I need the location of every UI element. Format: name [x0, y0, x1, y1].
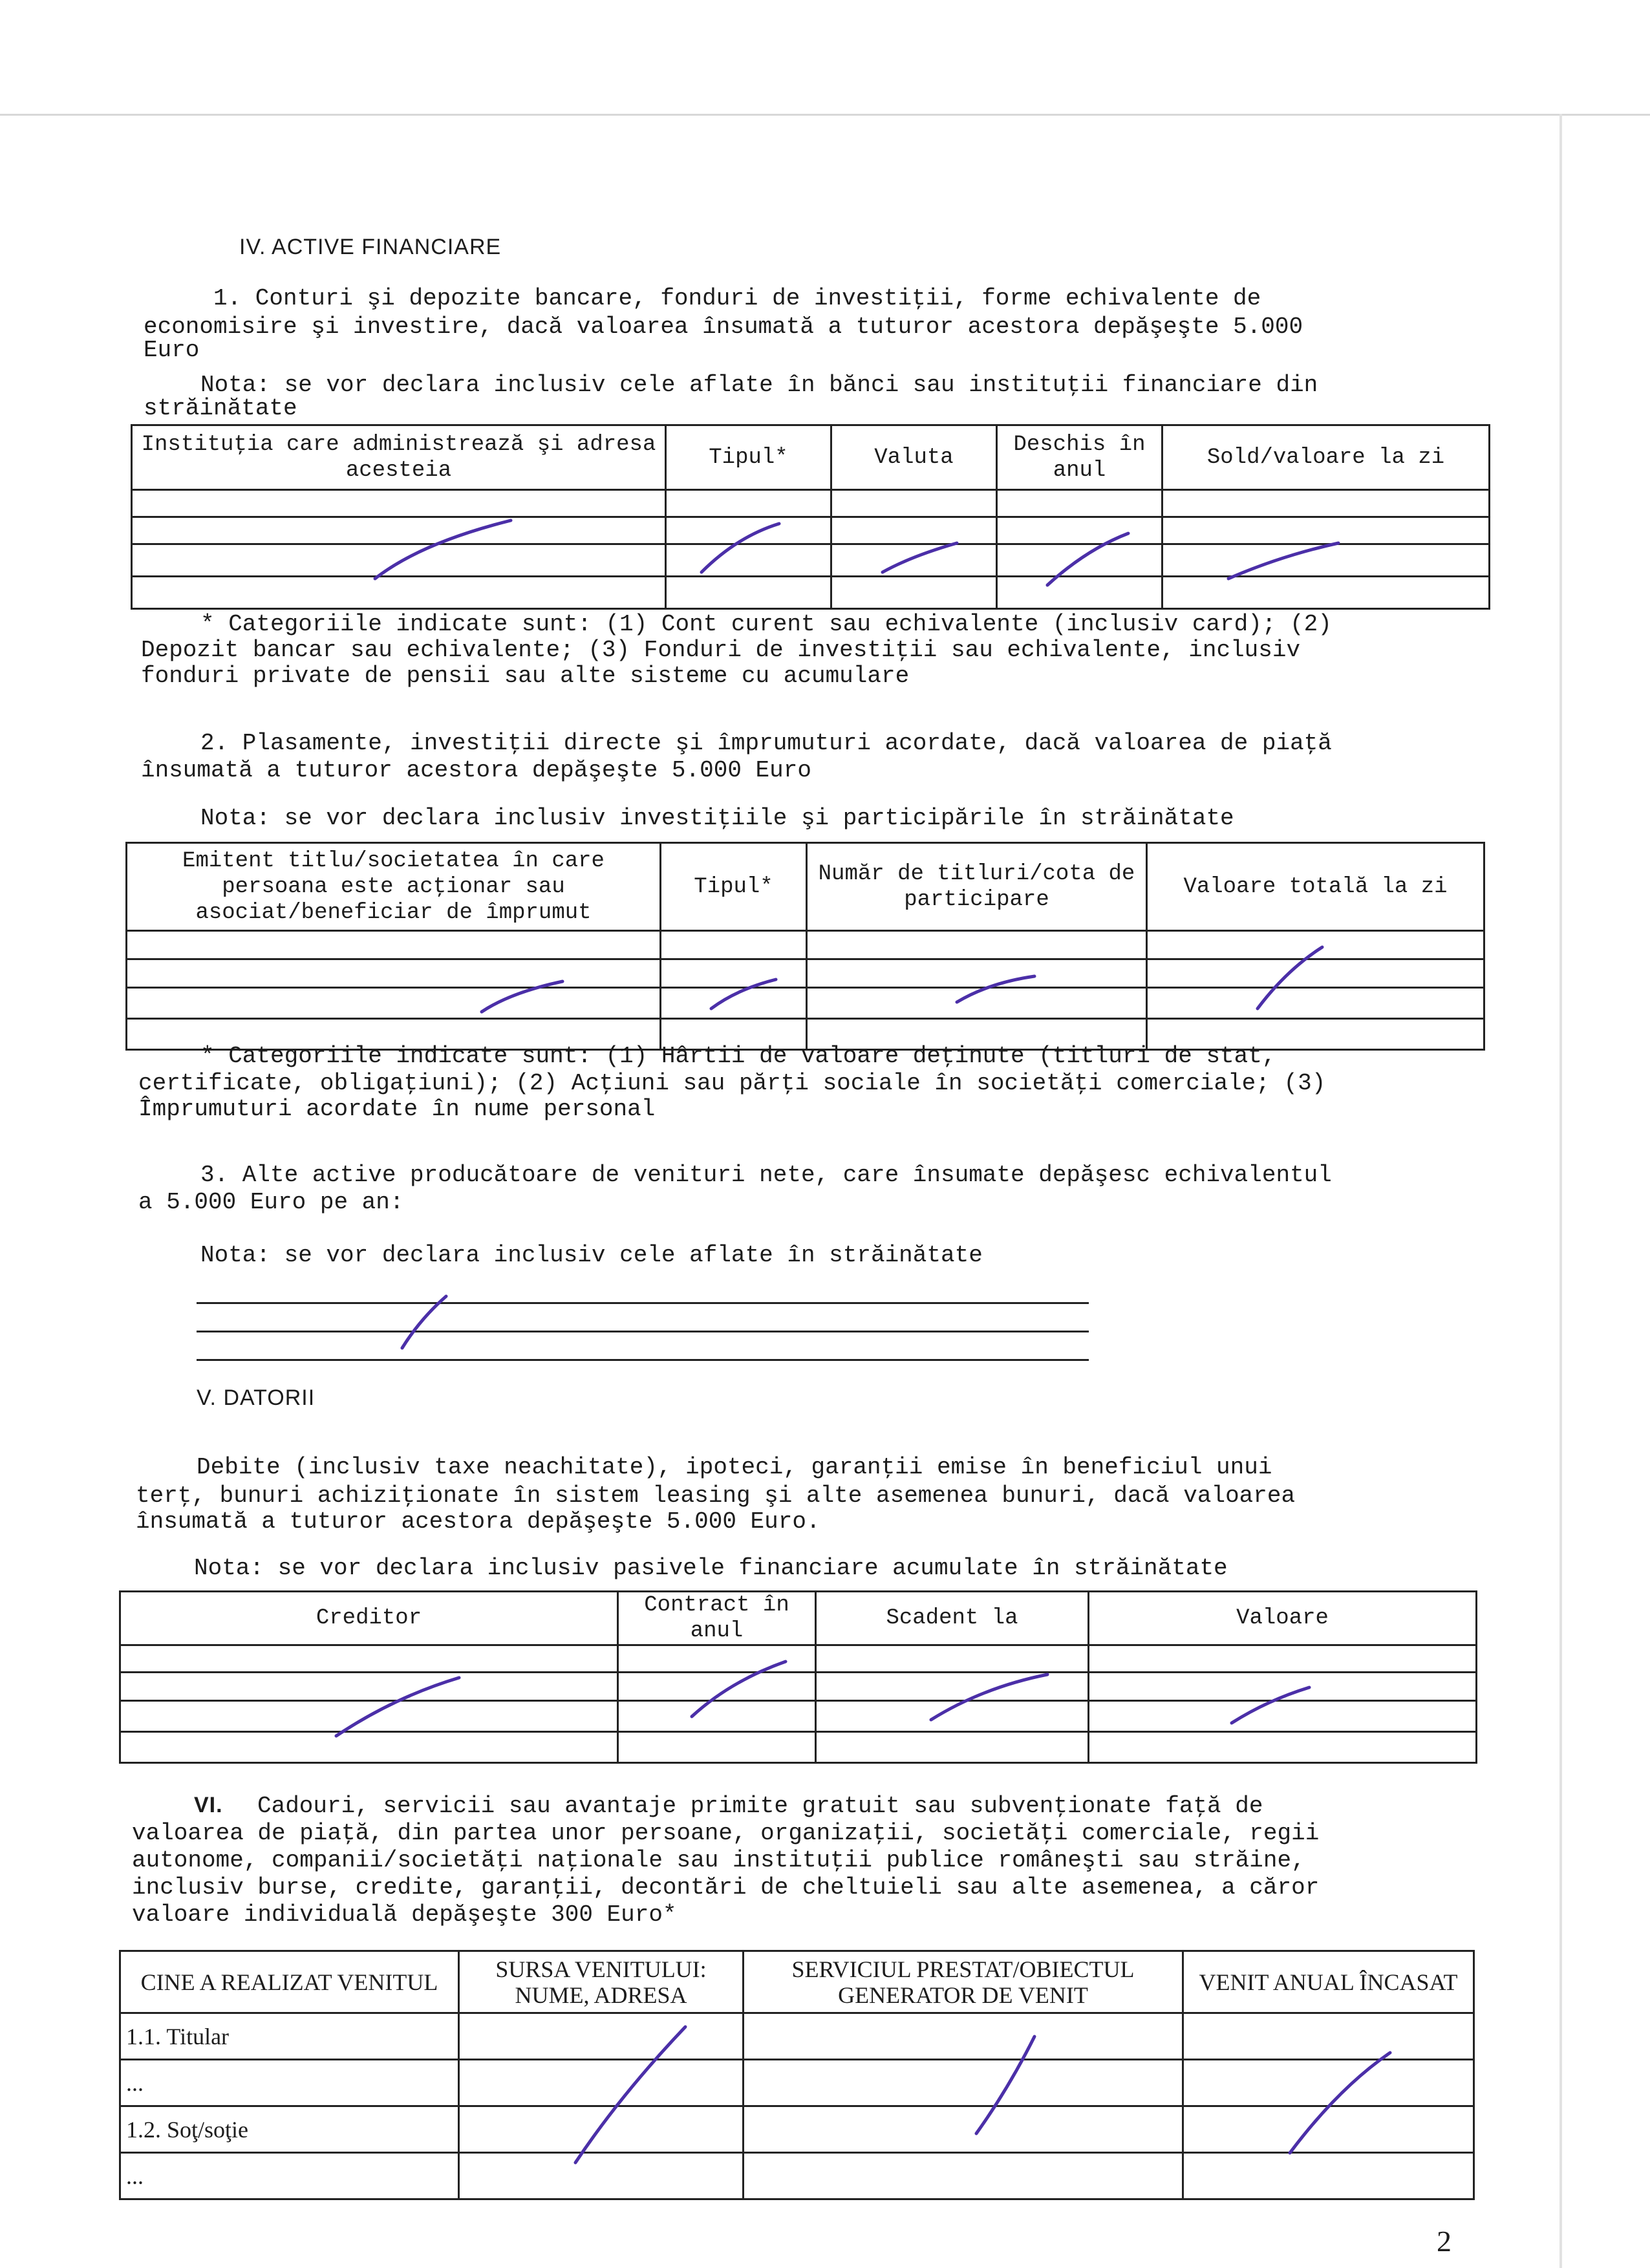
categories2-line2: certificate, obligaţiuni); (2) Acţiuni sau părţi sociale în societăţi comerciale; (3) [138, 1070, 1326, 1097]
section-iv-heading: IV. ACTIVE FINANCIARE [239, 235, 502, 259]
table-header: Tipul* [661, 843, 807, 931]
pen-stroke [1228, 543, 1338, 579]
table-header: SERVICIUL PRESTAT/OBIECTUL GENERATOR DE VENIT [744, 1951, 1183, 2013]
table-header: Valuta [831, 425, 997, 490]
pen-stroke [402, 1296, 446, 1348]
pen-stroke [976, 2037, 1034, 2134]
pen-stroke [375, 520, 511, 579]
section-vi-heading: VI. [194, 1793, 223, 1817]
table-header: Instituţia care administrează şi adresa acesteia [132, 425, 666, 490]
pen-stroke [957, 976, 1034, 1002]
row-label: ... [120, 2153, 459, 2199]
pen-stroke [702, 524, 779, 572]
categories1-line3: fonduri private de pensii sau alte sisteme cu acumulare [141, 663, 910, 689]
pen-stroke [1047, 533, 1128, 585]
pen-stroke [1232, 1687, 1309, 1723]
row-label: 1.2. Soţ/soţie [120, 2106, 459, 2153]
section-vi-text-line2: valoarea de piaţă, din partea unor persoane, organizaţii, societăţi comerciale, regii [132, 1820, 1320, 1846]
row-label: 1.1. Titular [120, 2013, 459, 2060]
item2-text-line1: 2. Plasamente, investiţii directe şi împrumuturi acordate, dacă valoarea de piaţă [200, 730, 1332, 756]
item1-text-line2: economisire şi investire, dacă valoarea însumată a tuturor acestora depăşeşte 5.000 [144, 314, 1303, 340]
categories2-line1: * Categoriile indicate sunt: (1) Hârtii de valoare deţinute (titluri de stat, [200, 1043, 1276, 1069]
categories1-line2: Depozit bancar sau echivalente; (3) Fonduri de investiţii sau echivalente, inclusiv [141, 637, 1301, 663]
item2-text-line2: însumată a tuturor acestora depăşeşte 5.000 Euro [141, 757, 811, 784]
section-vi-text-line1: Cadouri, servicii sau avantaje primite gratuit sau subvenţionate faţă de [257, 1793, 1263, 1819]
categories1-line1: * Categoriile indicate sunt: (1) Cont curent sau echivalente (inclusiv card); (2) [200, 611, 1332, 637]
table-header: Deschis în anul [997, 425, 1162, 490]
pen-stroke [711, 979, 776, 1009]
pen-stroke [336, 1678, 459, 1736]
pen-stroke [931, 1674, 1047, 1720]
item1-text-line3: Euro [144, 337, 200, 363]
row-label: ... [120, 2060, 459, 2106]
note1-line1: Nota: se vor declara inclusiv cele aflate în bănci sau instituţii financiare din [200, 372, 1318, 398]
note3: Nota: se vor declara inclusiv cele aflate în străinătate [200, 1242, 983, 1268]
pen-stroke [692, 1662, 786, 1717]
pen-stroke [1290, 2053, 1390, 2153]
note2: Nota: se vor declara inclusiv investiţiile şi participările în străinătate [200, 805, 1234, 831]
table-header: CINE A REALIZAT VENITUL [120, 1951, 459, 2013]
note1-line2: străinătate [144, 395, 297, 422]
table-header: Număr de titluri/cota de participare [807, 843, 1147, 931]
section-vi-text-line5: valoare individuală depăşeşte 300 Euro* [132, 1901, 677, 1928]
pen-stroke [883, 543, 957, 572]
table-header: VENIT ANUAL ÎNCASAT [1183, 1951, 1474, 2013]
section-v-heading: V. DATORII [197, 1385, 316, 1410]
pen-stroke [1258, 947, 1322, 1009]
categories2-line3: Împrumuturi acordate în nume personal [138, 1096, 656, 1122]
page-number: 2 [1437, 2225, 1452, 2258]
section-vi-text-line4: inclusiv burse, credite, garanţii, decontări de cheltuieli sau alte asemenea, a căror [132, 1874, 1320, 1901]
pen-stroke [575, 2027, 685, 2163]
table-header: Sold/valoare la zi [1162, 425, 1490, 490]
item3-text-line1: 3. Alte active producătoare de venituri nete, care însumate depăşesc echivalentul [200, 1162, 1332, 1188]
item3-text-line2: a 5.000 Euro pe an: [138, 1189, 404, 1215]
table-header: SURSA VENITULUI: NUME, ADRESA [459, 1951, 744, 2013]
section-vi-text-line3: autonome, companii/societăţi naţionale sau instituţii publice româneşti sau străine, [132, 1847, 1305, 1874]
table-header: Emitent titlu/societatea în care persoana este acţionar sau asociat/beneficiar de împrumut [127, 843, 661, 931]
table-header: Scadent la [816, 1592, 1089, 1645]
table-header: Contract în anul [618, 1592, 816, 1645]
table-header: Valoare totală la zi [1147, 843, 1484, 931]
table-header: Creditor [120, 1592, 618, 1645]
section-v-note: Nota: se vor declara inclusiv pasivele financiare acumulate în străinătate [194, 1555, 1228, 1581]
section-v-text-line1: Debite (inclusiv taxe neachitate), ipoteci, garanţii emise în beneficiul unui [197, 1454, 1272, 1481]
section-v-text-line3: însumată a tuturor acestora depăşeşte 5.000 Euro. [136, 1508, 820, 1535]
section-v-text-line2: terţ, bunuri achiziţionate în sistem leasing şi alte asemenea bunuri, dacă valoarea [136, 1482, 1296, 1509]
table-header: Valoare [1089, 1592, 1477, 1645]
table-header: Tipul* [666, 425, 831, 490]
pen-stroke [482, 981, 562, 1012]
item1-text-line1: 1. Conturi şi depozite bancare, fonduri de investiţii, forme echivalente de [213, 285, 1261, 312]
